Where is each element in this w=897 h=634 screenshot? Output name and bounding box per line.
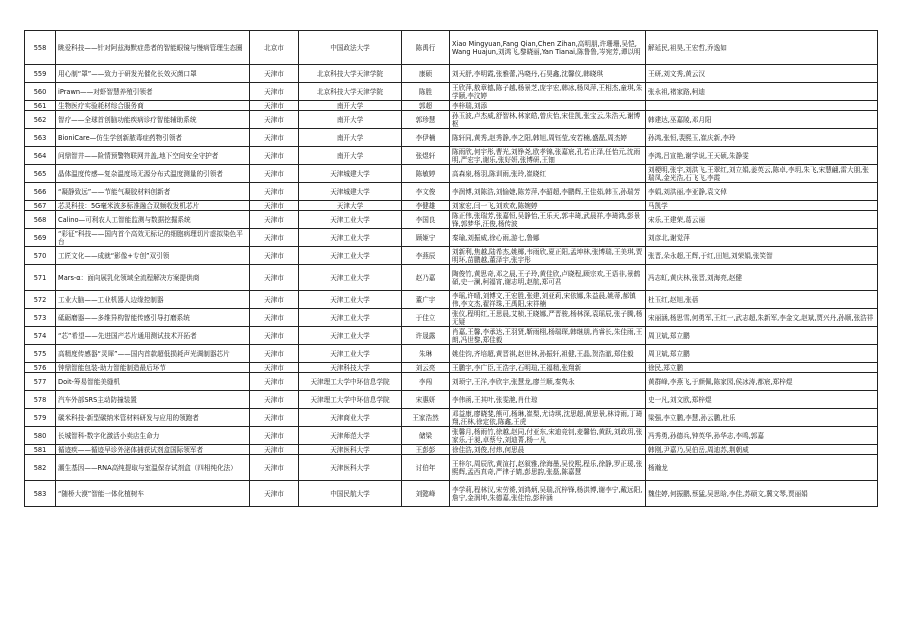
- city-cell: 天津市: [250, 373, 299, 391]
- project-title-cell: 眺爱科技——针对阿兹海默症患者的智能眼镜与慢病管理生态圈: [56, 31, 250, 65]
- school-cell: 北京科技大学天津学院: [299, 65, 402, 83]
- team-members-cell: 肖嘉,王馨,李承达,王羽贤,靳雨栩,杨瑞琛,韩继朋,肖睿长,朱佳雨,王朗,冯世黎,郑佳毅: [450, 327, 646, 345]
- advisors-cell: 张永祖,褚家路,柯迪: [646, 83, 878, 101]
- team-leader-cell: 朱琳: [402, 345, 450, 363]
- advisors-cell: 孙鸿,张恒,裴熙玉,崔庆新,李玲: [646, 129, 878, 147]
- row-number-cell: 583: [25, 481, 56, 507]
- row-number-cell: 574: [25, 327, 56, 345]
- table-row: [25, 455, 878, 481]
- table-row: [25, 373, 878, 391]
- table-row: [25, 247, 878, 265]
- city-cell: 天津市: [250, 83, 299, 101]
- table-row: [25, 265, 878, 291]
- school-cell: 南开大学: [299, 129, 402, 147]
- city-cell: 天津市: [250, 265, 299, 291]
- row-number-cell: 563: [25, 129, 56, 147]
- team-members-cell: 刘家宏,闫一飞,刘欢欢,陈婉婷: [450, 201, 646, 211]
- row-number-cell: 562: [25, 111, 56, 129]
- project-title-cell: 问鼎智井——险情预警物联网井盖,地下空间安全守护者: [56, 147, 250, 165]
- team-leader-cell: 李文俊: [402, 183, 450, 201]
- project-title-cell: 钟鼎智能包装-助力智能制造最后环节: [56, 363, 250, 373]
- school-cell: 天津工业大学: [299, 229, 402, 247]
- school-cell: 天津城建大学: [299, 165, 402, 183]
- project-title-cell: Calino—可利农人工智能监测与数据挖掘系统: [56, 211, 250, 229]
- team-members-cell: 高森泉,杨羽,陈训雨,张玲,崔晓红: [450, 165, 646, 183]
- city-cell: 天津市: [250, 247, 299, 265]
- team-members-cell: 张馨月,杨雨竹,徐越,赵同,付亚东,宋迪竞钊,麦馨怡,黄跃,刘政玥,张家乐,于昶,卓蔡兮,刘迪菁,杨一凡: [450, 427, 646, 445]
- table-row: [25, 147, 878, 165]
- project-table: [24, 30, 878, 507]
- row-number-cell: 564: [25, 147, 56, 165]
- team-leader-cell: 刘云亮: [402, 363, 450, 373]
- project-title-cell: BioniCare—仿生学创新脓毒症药物引领者: [56, 129, 250, 147]
- project-title-cell: 汽车外部SRS主动防撞装置: [56, 391, 250, 409]
- team-members-cell: Xiao Mingyuan,Fang Qian,Chen Zihan,高明朋,许珊珊,吴恺,Wang Huajun,刘鸿飞,黎晓丽,Yan Tianai,陈鲁鲁,岑宛芳,谭以明: [450, 31, 646, 65]
- advisors-cell: 韩建达,巫嘉陵,邓月阳: [646, 111, 878, 129]
- table-body: [25, 31, 878, 507]
- row-number-cell: 566: [25, 183, 56, 201]
- school-cell: 天津科技大学: [299, 363, 402, 373]
- advisors-cell: 解延民,祖昊,王宏哲,乔逸如: [646, 31, 878, 65]
- team-leader-cell: 陈禹行: [402, 31, 450, 65]
- table-row: [25, 129, 878, 147]
- team-leader-cell: 康硕: [402, 65, 450, 83]
- advisors-cell: 徐民,郑立鹏: [646, 363, 878, 373]
- team-members-cell: 陈正伟,张瑞芳,张嘉恒,吴静怡,王乐天,郭丰琦,武晨祥,李琦鸿,彭景锋,郭梦华,汪俊,杨传波: [450, 211, 646, 229]
- row-number-cell: 572: [25, 291, 56, 309]
- school-cell: 天津城建大学: [299, 183, 402, 201]
- project-title-cell: 生物医疗实验耗材综合服务商: [56, 101, 250, 111]
- team-leader-cell: 于佳立: [402, 309, 450, 327]
- row-number-cell: 581: [25, 445, 56, 455]
- advisors-cell: 王研,刘文秀,黄云汉: [646, 65, 878, 83]
- team-members-cell: 李伟函,王其叶,张雯滟,肖仕琼: [450, 391, 646, 409]
- row-number-cell: 579: [25, 409, 56, 427]
- row-number-cell: 571: [25, 265, 56, 291]
- project-title-cell: “芯”希望——先进国产芯片通用测试技术开拓者: [56, 327, 250, 345]
- team-members-cell: 李学莉,程林汉,宋劳赟,刘鸿炳,吴瑞,沉梓锋,杨洪博,谢李宁,戴远阳,詹宁,金润坤,朱德嘉,张佳怡,彭梓涵: [450, 481, 646, 507]
- advisors-cell: 魏佳婷,何振鹏,蔡猛,吴思晗,李佳,苏硕文,冀文琴,贾丽娟: [646, 481, 878, 507]
- spreadsheet: [24, 30, 878, 507]
- project-title-cell: 晶体温度传感—复杂温度场无源分布式温度测量的引领者: [56, 165, 250, 183]
- team-leader-cell: 李伊楠: [402, 129, 450, 147]
- team-leader-cell: 顾姬宁: [402, 229, 450, 247]
- team-leader-cell: 赵乃嘉: [402, 265, 450, 291]
- table-row: [25, 83, 878, 101]
- row-number-cell: 567: [25, 201, 56, 211]
- team-leader-cell: 王彭彭: [402, 445, 450, 455]
- team-members-cell: 徐佳浩,刘俊,付炜,何思晨: [450, 445, 646, 455]
- project-title-cell: “随桥大漠”智能一体化植树车: [56, 481, 250, 507]
- row-number-cell: 580: [25, 427, 56, 445]
- advisors-cell: 李娟,刘洪丽,李亚静,袁文倬: [646, 183, 878, 201]
- project-title-cell: “彩征”科技——国内首个高效无标记的细胞病理切片虚拟染色平台: [56, 229, 250, 247]
- city-cell: 天津市: [250, 409, 299, 427]
- advisors-cell: 周卫斌,郑立鹏: [646, 345, 878, 363]
- team-leader-cell: 李闯: [402, 373, 450, 391]
- table-row: [25, 327, 878, 345]
- row-number-cell: 568: [25, 211, 56, 229]
- row-number-cell: 565: [25, 165, 56, 183]
- team-members-cell: 李梓瑞,刘添: [450, 101, 646, 111]
- team-leader-cell: 储梁: [402, 427, 450, 445]
- team-members-cell: 李润博,刘陈浩,刘愉婕,陈芳萍,李韶超,李鹏辉,王佳茹,韩玉,孙瑞芳: [450, 183, 646, 201]
- team-members-cell: 孙玉波,卢杰威,舒智林,林家皓,曾庆怡,宋佳凯,张宝云,朱浩天,谢博枢: [450, 111, 646, 129]
- row-number-cell: 578: [25, 391, 56, 409]
- advisors-cell: 李鸿,吕宣艳,谢学说,王天硕,朱静雯: [646, 147, 878, 165]
- school-cell: 中国民航大学: [299, 481, 402, 507]
- project-title-cell: 高精度传感器“灵犀”——国内首款超低损耗声光调制器芯片: [56, 345, 250, 363]
- school-cell: 天津理工大学中环信息学院: [299, 391, 402, 409]
- team-leader-cell: 李燕辰: [402, 247, 450, 265]
- table-row: [25, 363, 878, 373]
- team-members-cell: 秦瑜,刘振威,徐心雨,游七,鲁娜: [450, 229, 646, 247]
- city-cell: 天津市: [250, 427, 299, 445]
- row-number-cell: 570: [25, 247, 56, 265]
- row-number-cell: 576: [25, 363, 56, 373]
- project-title-cell: iPrawn——对虾智慧养殖引领者: [56, 83, 250, 101]
- table-row: [25, 111, 878, 129]
- advisors-cell: 冯秀勇,孙德兵,钟英华,孙华志,李鸣,郭嘉: [646, 427, 878, 445]
- city-cell: 天津市: [250, 291, 299, 309]
- advisors-cell: 马凯学: [646, 201, 878, 211]
- advisors-cell: 刘梗明,张宇,刘洪飞,王翠红,刘立娟,姜英云,陈卓,李玥,朱飞,宋慧翩,雷大朋,张瑞凤,金光浩,石飞飞,李霞: [646, 165, 878, 183]
- team-members-cell: 刘新利,焦越,陆希杰,姚椰,韦雨欣,夏正阳,孟坤林,张博瑞,王美琪,贾明环,苗鹏越,董泽宇,张宇彤: [450, 247, 646, 265]
- team-leader-cell: 李国良: [402, 211, 450, 229]
- project-title-cell: 智疗——全球首创脑功能疾病诊疗智能辅助系统: [56, 111, 250, 129]
- school-cell: 中国政法大学: [299, 31, 402, 65]
- team-leader-cell: 陈敏婷: [402, 165, 450, 183]
- team-members-cell: 姚佳钧,齐培超,黄晋祺,赵世林,孙振轩,祖健,王晶,贺浩澈,郑佳毅: [450, 345, 646, 363]
- team-leader-cell: 刘懿峰: [402, 481, 450, 507]
- table-row: [25, 183, 878, 201]
- advisors-cell: 宋乐,王建荣,葛云丽: [646, 211, 878, 229]
- school-cell: 天津商业大学: [299, 409, 402, 427]
- school-cell: 南开大学: [299, 101, 402, 111]
- city-cell: 天津市: [250, 363, 299, 373]
- row-number-cell: 575: [25, 345, 56, 363]
- advisors-cell: 周卫斌,郑立鹏: [646, 327, 878, 345]
- team-members-cell: 张仪,程明红,王思晨,艾桢,王晓娜,严晋骏,杨林深,袁瑶辰,张子腾,杨无疑: [450, 309, 646, 327]
- project-title-cell: 砥砺磨器——多维异构智能传感引导打磨系统: [56, 309, 250, 327]
- project-title-cell: Mars-α：面向展乳化领域全流程解决方案提供商: [56, 265, 250, 291]
- team-leader-cell: 许晟露: [402, 327, 450, 345]
- city-cell: 天津市: [250, 183, 299, 201]
- row-number-cell: 560: [25, 83, 56, 101]
- row-number-cell: 582: [25, 455, 56, 481]
- project-title-cell: 工业大脑——工业机器人边缘控制器: [56, 291, 250, 309]
- school-cell: 天津工业大学: [299, 247, 402, 265]
- school-cell: 天津医科大学: [299, 445, 402, 455]
- city-cell: 天津市: [250, 147, 299, 165]
- table-row: [25, 229, 878, 247]
- row-number-cell: 558: [25, 31, 56, 65]
- city-cell: 天津市: [250, 481, 299, 507]
- city-cell: 天津市: [250, 129, 299, 147]
- advisors-cell: 宋丽涵,杨思雪,何勇军,王红一,武志超,朱新军,李金文,赵斌,贾兴丹,孙顺,张浩祥: [646, 309, 878, 327]
- row-number-cell: 573: [25, 309, 56, 327]
- team-leader-cell: 郭珍慧: [402, 111, 450, 129]
- school-cell: 天津工业大学: [299, 211, 402, 229]
- team-leader-cell: 宋惠妍: [402, 391, 450, 409]
- project-title-cell: 循迹疾——循迹早诊外泌体捕获试剂盒国际领军者: [56, 445, 250, 455]
- school-cell: 天津师范大学: [299, 427, 402, 445]
- team-leader-cell: 张煜轩: [402, 147, 450, 165]
- school-cell: 北京科技大学天津学院: [299, 83, 402, 101]
- row-number-cell: 577: [25, 373, 56, 391]
- school-cell: 天津大学: [299, 201, 402, 211]
- project-title-cell: 用心制“罩”——致力于研发光催化长效灭菌口罩: [56, 65, 250, 83]
- project-title-cell: 碳米科技-新型碳纳米管材料研发与应用的领跑者: [56, 409, 250, 427]
- table-row: [25, 31, 878, 65]
- team-members-cell: 王欣萍,敖章德,陈子越,杨景芝,庞宇宏,韩冰,杨凤萍,王相杰,童琪,朱学颐,李汶婷: [450, 83, 646, 101]
- team-members-cell: 邓益康,廖晓斐,熊可,杨琳,崔梨,尤诗琪,沈思超,黄思景,林诗雨,丁琦翔,汪林,徐定依,陈鑫,王虎: [450, 409, 646, 427]
- school-cell: 天津工业大学: [299, 291, 402, 309]
- row-number-cell: 569: [25, 229, 56, 247]
- city-cell: 天津市: [250, 391, 299, 409]
- advisors-cell: 张晋,朵永超,王辉,于红,田旭,刘荣娟,张笑智: [646, 247, 878, 265]
- school-cell: 南开大学: [299, 111, 402, 129]
- project-title-cell: Doit-筹易智能美缝机: [56, 373, 250, 391]
- school-cell: 天津理工大学中环信息学院: [299, 373, 402, 391]
- school-cell: 南开大学: [299, 147, 402, 165]
- team-leader-cell: 王家浩然: [402, 409, 450, 427]
- table-row: [25, 291, 878, 309]
- table-row: [25, 481, 878, 507]
- team-members-cell: 陈轩同,黄秀,赵秀静,李之阳,韩旭,周钰莹,安若楠,盛磊,周杰婷: [450, 129, 646, 147]
- project-title-cell: “凝静致远”——节能气凝胶材料创新者: [56, 183, 250, 201]
- table-row: [25, 445, 878, 455]
- table-row: [25, 201, 878, 211]
- table-row: [25, 345, 878, 363]
- project-title-cell: 潮生基因——RNA高纯提取与室温保存试剂盒（四相纯化法）: [56, 455, 250, 481]
- project-title-cell: 工匠文化——成就“影像+专创”双引领: [56, 247, 250, 265]
- city-cell: 天津市: [250, 211, 299, 229]
- team-members-cell: 刘顼宁,王洋,李欣宇,张慧龙,廖兰顺,秦隽永: [450, 373, 646, 391]
- team-members-cell: 陈雨欣,何宇彤,曹光,刘铮尧,欧孝锦,张嘉宸,孔若正泽,任怡元,沈雨明,严宏宇,谢乐,张好妍,张博研,王钿: [450, 147, 646, 165]
- city-cell: 天津市: [250, 111, 299, 129]
- table-row: [25, 211, 878, 229]
- city-cell: 天津市: [250, 345, 299, 363]
- project-title-cell: 芯灵科技：5G毫米波多标准融合双频收发机芯片: [56, 201, 250, 211]
- advisors-cell: 杜玉红,赵旭,张蓓: [646, 291, 878, 309]
- row-number-cell: 559: [25, 65, 56, 83]
- school-cell: 天津工业大学: [299, 327, 402, 345]
- table-row: [25, 309, 878, 327]
- city-cell: 天津市: [250, 445, 299, 455]
- school-cell: 天津工业大学: [299, 309, 402, 327]
- city-cell: 天津市: [250, 201, 299, 211]
- table-row: [25, 101, 878, 111]
- city-cell: 天津市: [250, 165, 299, 183]
- city-cell: 北京市: [250, 31, 299, 65]
- advisors-cell: 刘彦北,谢觉萍: [646, 229, 878, 247]
- team-leader-cell: 陈胜: [402, 83, 450, 101]
- advisors-cell: 杨瀚龙: [646, 455, 878, 481]
- table-row: [25, 409, 878, 427]
- project-title-cell: 长城智科-数字化激活小卖店生命力: [56, 427, 250, 445]
- team-members-cell: 王鹏宇,李广臣,王浩宇,石明瑄,王福精,张翔新: [450, 363, 646, 373]
- advisors-cell: [646, 101, 878, 111]
- city-cell: 天津市: [250, 101, 299, 111]
- city-cell: 天津市: [250, 65, 299, 83]
- table-row: [25, 65, 878, 83]
- table-row: [25, 427, 878, 445]
- city-cell: 天津市: [250, 309, 299, 327]
- school-cell: 天津医科大学: [299, 455, 402, 481]
- team-leader-cell: 郭超: [402, 101, 450, 111]
- team-leader-cell: 讨伯年: [402, 455, 450, 481]
- team-members-cell: 李瑶,许晴,刘博文,王宏胜,张建,刘亚莉,宋依娜,朱益晨,姚蒂,郝镇伟,李文杰,翟祥珠,王禹阳,宋祥楠: [450, 291, 646, 309]
- team-members-cell: 刘天舒,李明霞,张雅蕾,冯哓丹,石昊鑫,沈馨仪,韩晓琪: [450, 65, 646, 83]
- school-cell: 天津工业大学: [299, 265, 402, 291]
- team-members-cell: 陶俊竹,黄思奇,邓之晨,王子玲,黄佳欣,卢晓程,顾宗欢,王语非,景鹤碩,史一澜,柯福宵,谢志明,赵航,郑可君: [450, 265, 646, 291]
- city-cell: 天津市: [250, 327, 299, 345]
- advisors-cell: 黄群峰,李燕飞,于颜佩,陈家园,侯冰涛,都宸,郑梓煜: [646, 373, 878, 391]
- table-row: [25, 165, 878, 183]
- advisors-cell: 冯志虹,黄庆林,张晋,刘海亮,赵健: [646, 265, 878, 291]
- city-cell: 天津市: [250, 229, 299, 247]
- school-cell: 天津工业大学: [299, 345, 402, 363]
- advisors-cell: 韩刚,尹嘉乃,吴伯岳,周迪苏,荆朝威: [646, 445, 878, 455]
- team-leader-cell: 李健雄: [402, 201, 450, 211]
- table-row: [25, 391, 878, 409]
- advisors-cell: 史一凡,刘文欧,郑梓煜: [646, 391, 878, 409]
- row-number-cell: 561: [25, 101, 56, 111]
- team-leader-cell: 董广宇: [402, 291, 450, 309]
- advisors-cell: 梁强,李立鹏,李慧,孙云鹏,杜乐: [646, 409, 878, 427]
- city-cell: 天津市: [250, 455, 299, 481]
- team-members-cell: 王梓尔,周辰欣,黄渲打,赵叙雅,徐海墨,吴佼熙,程乐,徐静,罗正瑗,张熙辉,孟西真奇,严律子婧,彭思韵,张磊,陈嘉慧: [450, 455, 646, 481]
